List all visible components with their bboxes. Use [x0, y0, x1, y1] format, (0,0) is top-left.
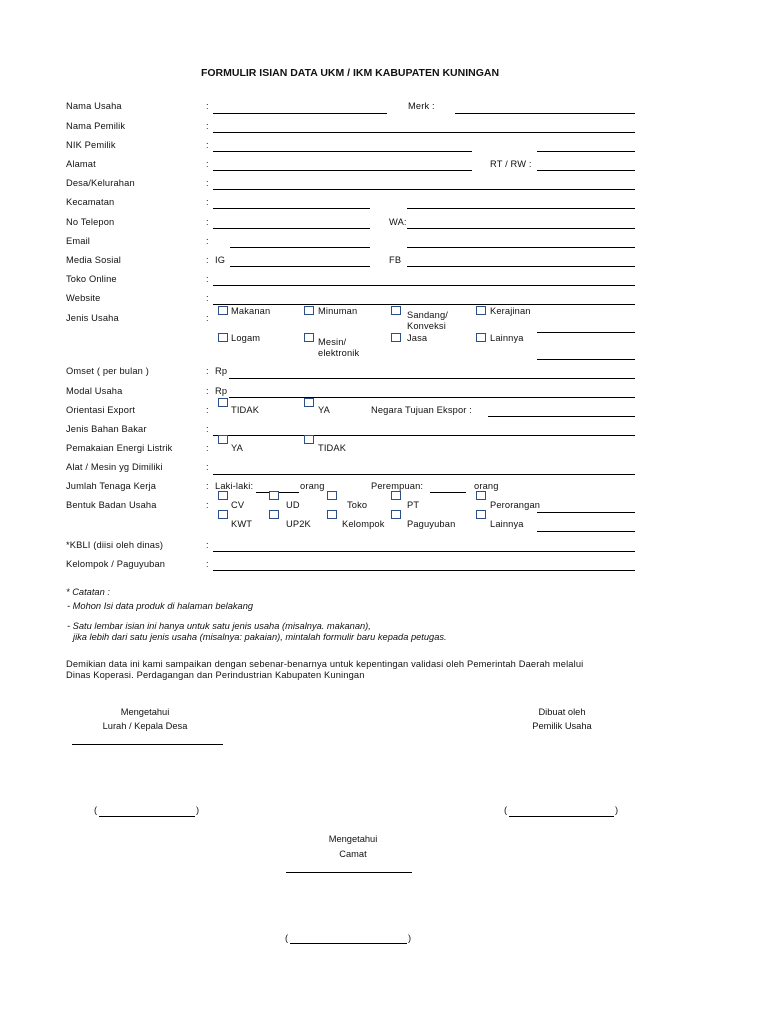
option-paguyuban: Paguyuban	[407, 519, 456, 529]
colon: :	[206, 313, 209, 323]
option-mesin-2: elektronik	[318, 348, 360, 358]
modal-usaha-field[interactable]	[229, 397, 635, 398]
label-kecamatan: Kecamatan	[66, 197, 115, 207]
negara-tujuan-field[interactable]	[488, 416, 635, 417]
rt-rw-field[interactable]	[537, 170, 635, 171]
label-kelompok-paguyuban: Kelompok / Paguyuban	[66, 559, 166, 569]
label-alamat: Alamat	[66, 159, 96, 169]
option-export-tidak: TIDAK	[231, 405, 260, 415]
option-up2k: UP2K	[286, 519, 311, 529]
label-rp: Rp	[215, 366, 228, 376]
colon: :	[206, 140, 209, 150]
sign-center-title: Camat	[339, 849, 367, 859]
notes-heading: * Catatan :	[66, 587, 110, 597]
label-kbli: *KBLI (diisi oleh dinas)	[66, 540, 164, 550]
colon: :	[206, 274, 209, 284]
kecamatan-extra-field[interactable]	[407, 208, 635, 209]
website-field[interactable]	[213, 304, 635, 305]
checkbox-up2k[interactable]	[269, 510, 279, 519]
option-pt: PT	[407, 500, 420, 510]
form-title: FORMULIR ISIAN DATA UKM / IKM KABUPATEN KUNINGAN	[200, 67, 500, 79]
sign-left-name-line[interactable]	[72, 744, 223, 745]
label-negara-tujuan: Negara Tujuan Ekspor :	[371, 405, 472, 415]
sign-right-title: Pemilik Usaha	[532, 721, 592, 731]
lainnya-detail-field[interactable]	[537, 359, 635, 360]
sign-right-paren-open: (	[504, 805, 508, 815]
option-logam: Logam	[231, 333, 261, 343]
checkbox-paguyuban[interactable]	[391, 510, 401, 519]
checkbox-kwt[interactable]	[218, 510, 228, 519]
colon: :	[206, 481, 209, 491]
sign-center-name-line[interactable]	[286, 872, 412, 873]
option-listrik-ya: YA	[231, 443, 244, 453]
sign-left-paren-close: )	[196, 805, 200, 815]
nik-extra-field[interactable]	[537, 151, 635, 152]
note-line-2: - Satu lembar isian ini hanya untuk satu jenis usaha (misalnya. makanan),	[67, 621, 371, 631]
label-nama-pemilik: Nama Pemilik	[66, 121, 126, 131]
label-modal-usaha: Modal Usaha	[66, 386, 123, 396]
checkbox-sandang[interactable]	[391, 306, 401, 315]
option-minuman: Minuman	[318, 306, 358, 316]
checkbox-export-ya[interactable]	[304, 398, 314, 407]
merk-field[interactable]	[455, 113, 635, 114]
label-toko-online: Toko Online	[66, 274, 117, 284]
option-export-ya: YA	[318, 405, 331, 415]
lainnya-badan-detail-field[interactable]	[537, 531, 635, 532]
label-nik-pemilik: NIK Pemilik	[66, 140, 116, 150]
nik-pemilik-field[interactable]	[213, 151, 472, 152]
label-fb: FB	[389, 255, 402, 265]
ig-field[interactable]	[230, 266, 370, 267]
checkbox-jasa[interactable]	[391, 333, 401, 342]
label-orang: orang	[300, 481, 325, 491]
jenis-bahan-bakar-field[interactable]	[213, 435, 635, 436]
label-bentuk-badan-usaha: Bentuk Badan Usaha	[66, 500, 157, 510]
option-lainnya-badan: Lainnya	[490, 519, 524, 529]
perempuan-field[interactable]	[430, 492, 466, 493]
colon: :	[206, 443, 209, 453]
option-kerajinan: Kerajinan	[490, 306, 531, 316]
label-orang: orang	[474, 481, 499, 491]
label-laki-laki: Laki-laki:	[215, 481, 254, 491]
checkbox-listrik-tidak[interactable]	[304, 435, 314, 444]
colon: :	[206, 462, 209, 472]
checkbox-pt[interactable]	[391, 491, 401, 500]
colon: :	[206, 293, 209, 303]
colon: :	[206, 236, 209, 246]
option-kelompok: Kelompok	[342, 519, 385, 529]
alamat-field[interactable]	[213, 170, 472, 171]
nama-usaha-field[interactable]	[213, 113, 387, 114]
fb-field[interactable]	[407, 266, 635, 267]
colon: :	[206, 101, 209, 111]
label-media-sosial: Media Sosial	[66, 255, 122, 265]
option-ud: UD	[286, 500, 300, 510]
label-alat-mesin: Alat / Mesin yg Dimiliki	[66, 462, 163, 472]
label-rt-rw: RT / RW :	[490, 159, 532, 169]
label-merk: Merk :	[408, 101, 435, 111]
note-line-3: jika lebih dari satu jenis usaha (misalnya: pakaian), mintalah formulir baru kepada petugas.	[73, 632, 447, 642]
option-mesin-1: Mesin/	[318, 337, 347, 347]
sign-right-paren-close: )	[615, 805, 619, 815]
colon: :	[206, 159, 209, 169]
colon: :	[206, 424, 209, 434]
sign-right-signature-line[interactable]	[509, 816, 614, 817]
kerajinan-detail-field[interactable]	[537, 332, 635, 333]
colon: :	[206, 178, 209, 188]
checkbox-lainnya-badan[interactable]	[476, 510, 486, 519]
nama-pemilik-field[interactable]	[213, 132, 635, 133]
checkbox-kerajinan[interactable]	[476, 306, 486, 315]
option-makanan: Makanan	[231, 306, 271, 316]
colon: :	[206, 217, 209, 227]
checkbox-makanan[interactable]	[218, 306, 228, 315]
label-ig: IG	[215, 255, 226, 265]
label-wa: WA:	[389, 217, 407, 227]
toko-online-field[interactable]	[213, 285, 635, 286]
colon: :	[206, 405, 209, 415]
option-sandang-1: Sandang/	[407, 310, 449, 320]
no-telepon-field[interactable]	[213, 228, 370, 229]
statement-line-2: Dinas Koperasi. Perdagangan dan Perindustrian Kabupaten Kuningan	[66, 670, 365, 680]
option-perorangan: Perorangan	[490, 500, 541, 510]
checkbox-listrik-ya[interactable]	[218, 435, 228, 444]
colon: :	[206, 366, 209, 376]
note-line-1: - Mohon Isi data produk di halaman belakang	[67, 601, 254, 611]
option-jasa: Jasa	[407, 333, 428, 343]
kbli-field[interactable]	[213, 551, 635, 552]
label-jenis-usaha: Jenis Usaha	[66, 313, 119, 323]
checkbox-toko[interactable]	[327, 491, 337, 500]
label-omset: Omset ( per bulan )	[66, 366, 149, 376]
option-kwt: KWT	[231, 519, 253, 529]
option-cv: CV	[231, 500, 245, 510]
colon: :	[206, 500, 209, 510]
label-orientasi-export: Orientasi Export	[66, 405, 136, 415]
email-extra-field[interactable]	[407, 247, 635, 248]
option-listrik-tidak: TIDAK	[318, 443, 347, 453]
checkbox-cv[interactable]	[218, 491, 228, 500]
option-lainnya: Lainnya	[490, 333, 524, 343]
option-toko: Toko	[347, 500, 368, 510]
label-rp: Rp	[215, 386, 228, 396]
colon: :	[206, 121, 209, 131]
checkbox-minuman[interactable]	[304, 306, 314, 315]
kelompok-paguyuban-field[interactable]	[213, 570, 635, 571]
label-jumlah-tenaga-kerja: Jumlah Tenaga Kerja	[66, 481, 157, 491]
statement-line-1: Demikian data ini kami sampaikan dengan sebenar-benarnya untuk kepentingan validasi oleh Pemerintah Daerah melalui	[66, 659, 584, 669]
omset-field[interactable]	[229, 378, 635, 379]
sign-center-heading: Mengetahui	[328, 834, 378, 844]
checkbox-ud[interactable]	[269, 491, 279, 500]
checkbox-perorangan[interactable]	[476, 491, 486, 500]
label-website: Website	[66, 293, 101, 303]
colon: :	[206, 540, 209, 550]
label-email: Email	[66, 236, 90, 246]
label-perempuan: Perempuan:	[371, 481, 424, 491]
sign-left-paren-open: (	[94, 805, 98, 815]
perorangan-detail-field[interactable]	[537, 512, 635, 513]
colon: :	[206, 559, 209, 569]
checkbox-mesin[interactable]	[304, 333, 314, 342]
sign-left-heading: Mengetahui	[120, 707, 170, 717]
sign-left-title: Lurah / Kepala Desa	[102, 721, 188, 731]
label-desa-kelurahan: Desa/Kelurahan	[66, 178, 135, 188]
desa-kelurahan-field[interactable]	[213, 189, 635, 190]
sign-left-signature-line[interactable]	[99, 816, 195, 817]
label-no-telepon: No Telepon	[66, 217, 115, 227]
sign-center-signature-line[interactable]	[290, 943, 407, 944]
checkbox-lainnya[interactable]	[476, 333, 486, 342]
alat-mesin-field[interactable]	[213, 474, 635, 475]
wa-field[interactable]	[407, 228, 635, 229]
label-nama-usaha: Nama Usaha	[66, 101, 122, 111]
sign-center-paren-open: (	[285, 933, 289, 943]
checkbox-kelompok[interactable]	[327, 510, 337, 519]
email-field[interactable]	[230, 247, 370, 248]
sign-center-paren-close: )	[408, 933, 412, 943]
colon: :	[206, 197, 209, 207]
colon: :	[206, 386, 209, 396]
label-pemakaian-energi: Pemakaian Energi Listrik	[66, 443, 173, 453]
checkbox-logam[interactable]	[218, 333, 228, 342]
sign-right-heading: Dibuat oleh	[538, 707, 586, 717]
checkbox-export-tidak[interactable]	[218, 398, 228, 407]
option-sandang-2: Konveksi	[407, 321, 446, 331]
label-jenis-bahan-bakar: Jenis Bahan Bakar	[66, 424, 147, 434]
kecamatan-field[interactable]	[213, 208, 370, 209]
colon: :	[206, 255, 209, 265]
